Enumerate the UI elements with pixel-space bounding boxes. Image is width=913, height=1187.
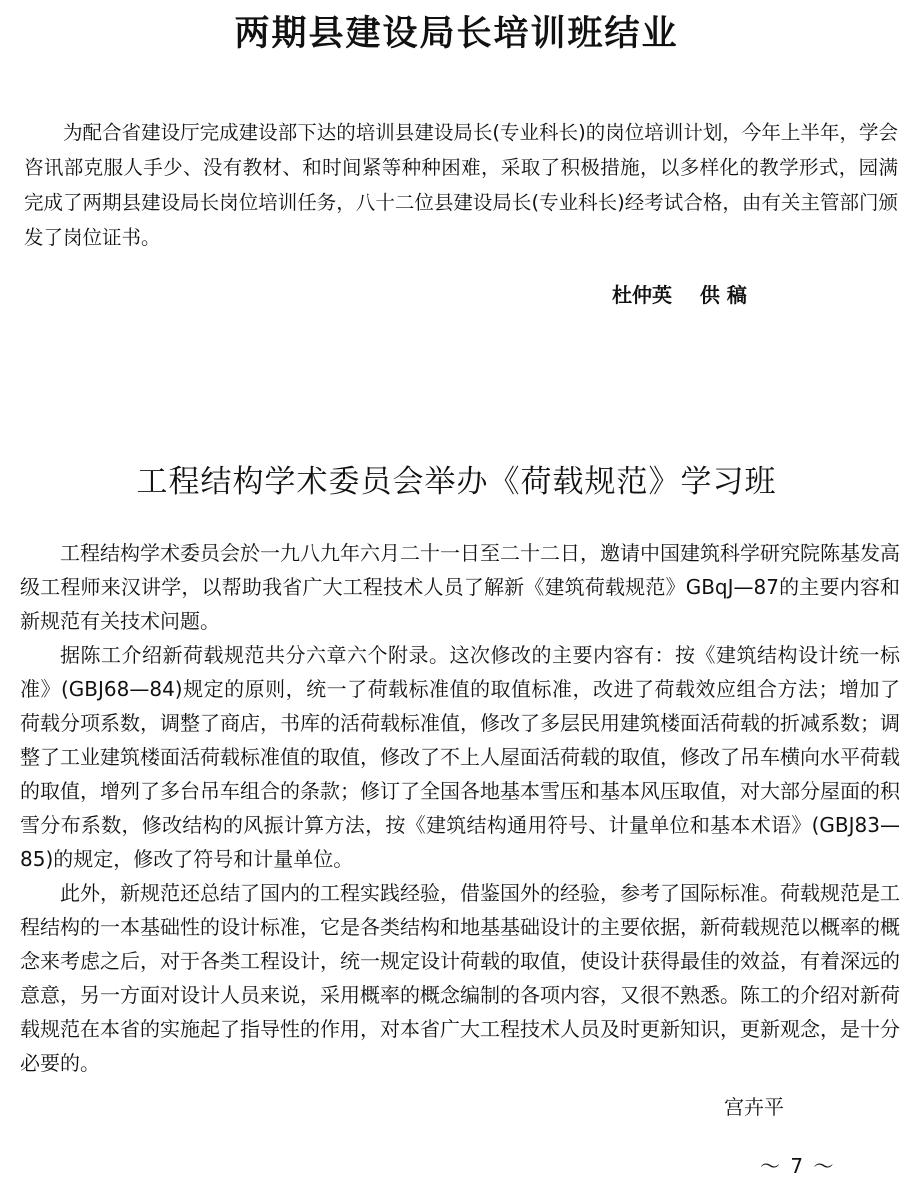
article-byline: 杜仲英 供 稿 (612, 283, 747, 307)
page-number: ～ 7 ～ (760, 1154, 836, 1178)
article-body (24, 115, 898, 255)
article-title: 两期县建设局长培训班结业 (234, 14, 679, 54)
article-paragraph: 此外，新规范还总结了国内的工程实践经验，借鉴国外的经验，参考了国际标准。荷载规范是工程结构的一本基础性的设计标准，它是各类结构和地基基础设计的主要依据，新荷载规范以概率的概念来考虑之后，对于各类工程设计，统一规定设计荷载的取值，使设计获得最佳的效益，有着深远的意意，另一方面对设计人员来说，采用概率的概念编制的各项内容，又很不熟悉。陈工的介绍对新荷载规范在本省的实施起了指导性的作用，对本省广大工程技术人员及时更新知识，更新观念，是十分必要的。 (20, 881, 900, 1075)
article-byline: 宫卉平 (724, 1095, 784, 1119)
article-title: 工程结构学术委员会举办《荷载规范》学习班 (136, 464, 777, 500)
article-paragraph: 工程结构学术委员会於一九八九年六月二十一日至二十二日，邀请中国建筑科学研究院陈基发高级工程师来汉讲学，以帮助我省广大工程技术人员了解新《建筑荷载规范》GBqJ—87的主要内容和新规范有关技术问题。 (20, 541, 900, 633)
article-paragraph: 为配合省建设厅完成建设部下达的培训县建设局长(专业科长)的岗位培训计划，今年上半年，学会咨讯部克服人手少、没有教材、和时间紧等种种困难，采取了积极措施，以多样化的教学形式，园满完成了两期县建设局长岗位培训任务，八十二位县建设局长(专业科长)经考试合格，由有关主管部门颁发了岗位证书。 (24, 121, 898, 249)
article-body (20, 536, 900, 1080)
article-paragraph: 据陈工介绍新荷载规范共分六章六个附录。这次修改的主要内容有：按《建筑结构设计统一标准》(GBJ68—84)规定的原则，统一了荷载标准值的取值标准，改进了荷载效应组合方法；增加了荷载分项系数，调整了商店，书库的活荷载标准值，修改了多层民用建筑楼面活荷载的折减系数；调整了工业建筑楼面活荷载标准值的取值，修改了不上人屋面活荷载的取值，修改了吊车横向水平荷载的取值，增列了多台吊车组合的条款；修订了全国各地基本雪压和基本风压取值，对大部分屋面的积雪分布系数，修改结构的风振计算方法，按《建筑结构通用符号、计量单位和基本术语》(GBJ83—85)的规定，修改了符号和计量单位。 (20, 643, 900, 871)
